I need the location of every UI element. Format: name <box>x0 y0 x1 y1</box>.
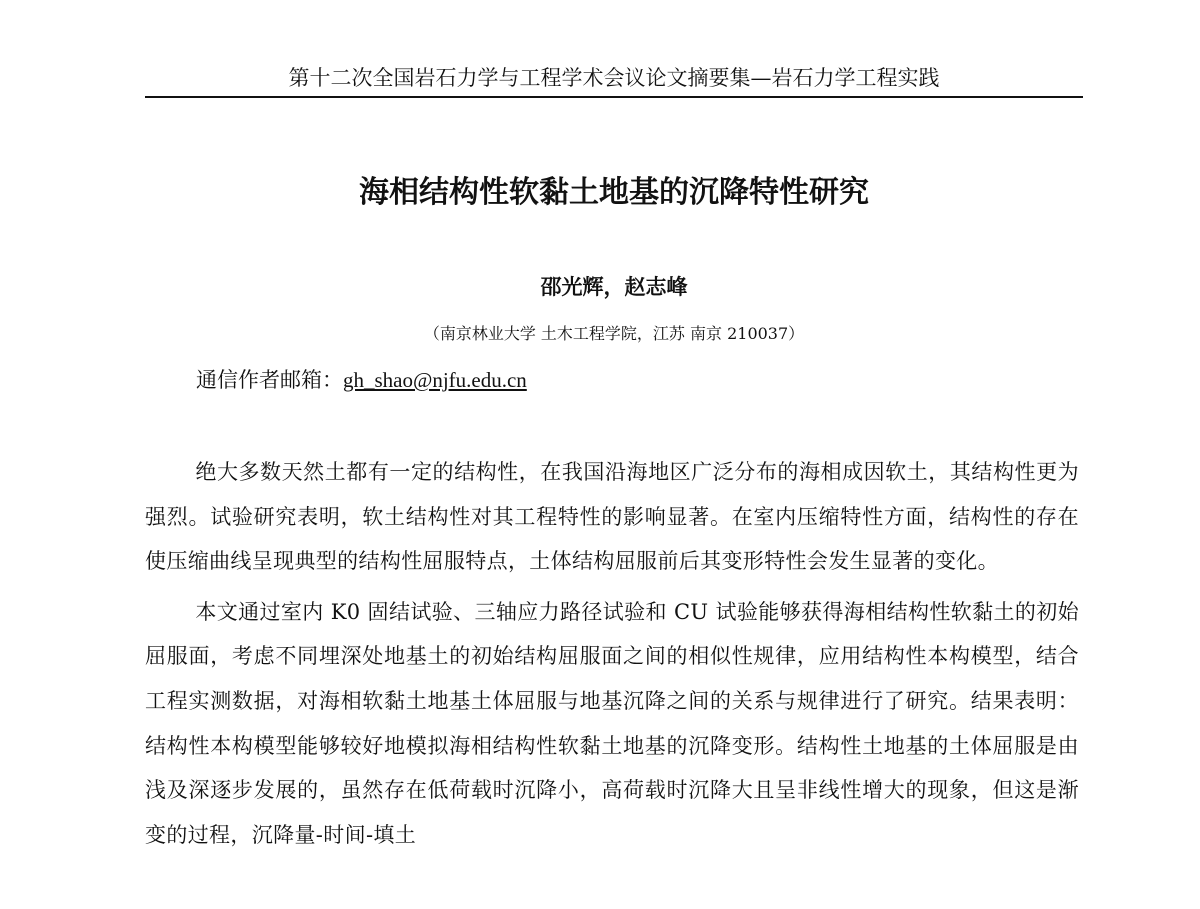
email-line <box>196 364 527 396</box>
header-rule <box>145 96 1083 98</box>
email-link[interactable]: gh_shao@njfu.edu.cn <box>343 368 527 392</box>
paper-title: 海相结构性软黏土地基的沉降特性研究 <box>359 175 869 210</box>
abstract-body <box>145 450 1079 863</box>
abstract-paragraph: 绝大多数天然土都有一定的结构性，在我国沿海地区广泛分布的海相成因软土，其结构性更为强烈。试验研究表明，软土结构性对其工程特性的影响显著。在室内压缩特性方面，结构性的存在使压缩曲线呈现典型的结构性屈服特点，土体结构屈服前后其变形特性会发生显著的变化。 <box>145 460 1079 574</box>
running-header: 第十二次全国岩石力学与工程学术会议论文摘要集—岩石力学工程实践 <box>288 66 940 90</box>
email-label: 通信作者邮箱： <box>196 368 343 392</box>
affiliation: （南京林业大学 土木工程学院，江苏 南京 210037） <box>423 324 805 343</box>
abstract-paragraph: 本文通过室内 K0 固结试验、三轴应力路径试验和 CU 试验能够获得海相结构性软黏土的初始屈服面，考虑不同埋深处地基土的初始结构屈服面之间的相似性规律，应用结构性本构模型，结合工程实测数据，对海相软黏土地基土体屈服与地基沉降之间的关系与规律进行了研究。结果表明：结构性本构模型能够较好地模拟海相结构性软黏土地基的沉降变形。结构性土地基的土体屈服是由浅及深逐步发展的，虽然存在低荷载时沉降小，高荷载时沉降大且呈非线性增大的现象，但这是渐变的过程，沉降量-时间-填土 <box>145 599 1079 847</box>
authors: 邵光辉，赵志峰 <box>540 275 688 299</box>
